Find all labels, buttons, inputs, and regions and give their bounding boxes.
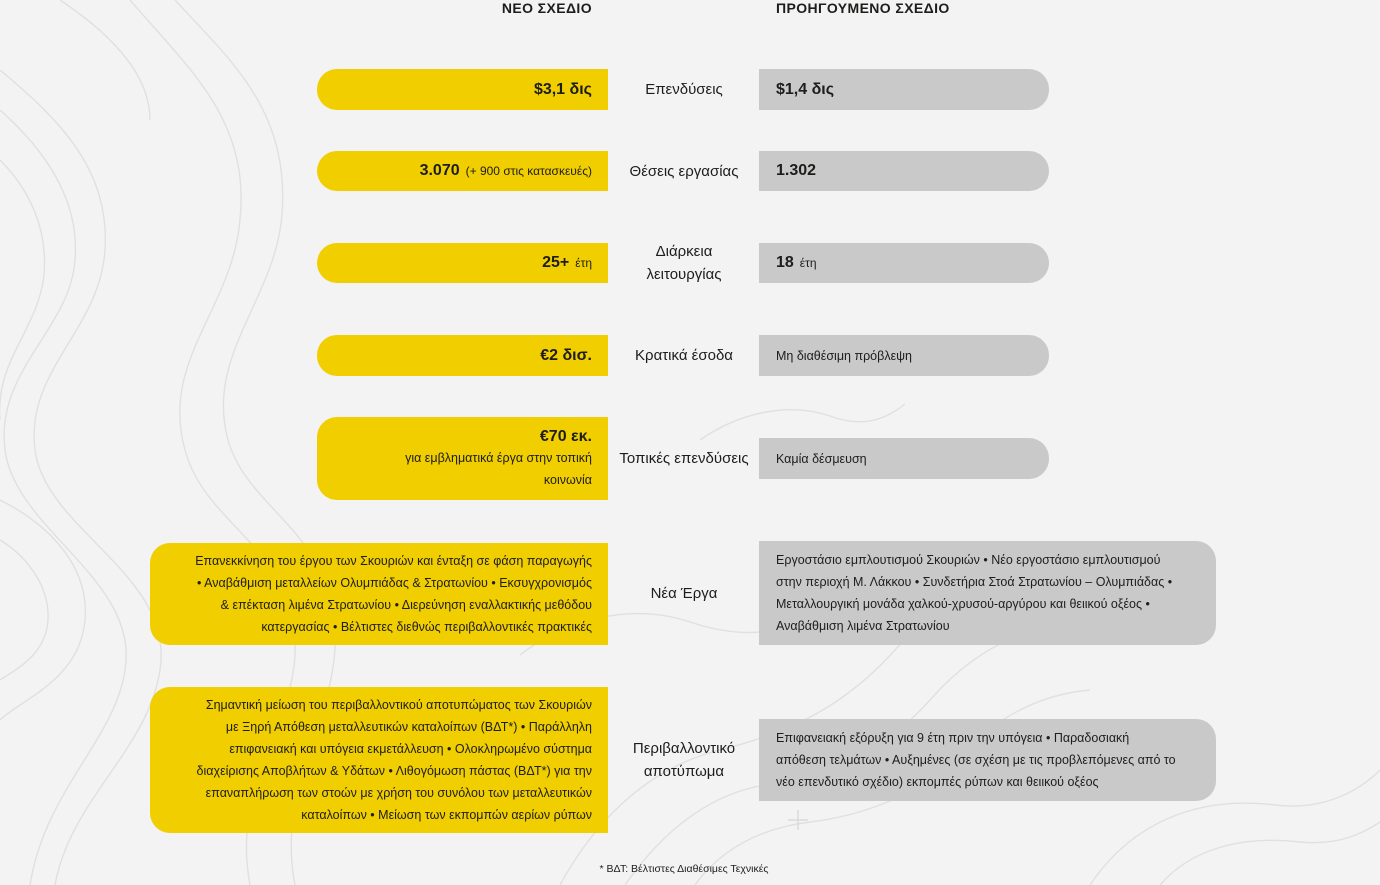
- row-label-jobs: [609, 151, 759, 191]
- new-plan-jobs-note: (+ 900 στις κατασκευές): [465, 164, 592, 178]
- contour-line: [0, 70, 161, 885]
- previous-plan-duration-content: [776, 253, 817, 273]
- new-plan-environmental-line: επιφανειακή και υπόγεια εκμετάλλευση • Ολοκληρωμένο σύστημα: [229, 742, 592, 756]
- previous-plan-investments: [759, 69, 1049, 110]
- previous-plan-environmental-line: Επιφανειακή εξόρυξη για 9 έτη πριν την υπόγεια • Παραδοσιακή: [776, 731, 1130, 745]
- plus-icon: [788, 810, 808, 830]
- new-plan-state-revenue: [317, 335, 608, 376]
- new-plan-duration-unit: έτη: [575, 256, 592, 270]
- row-label-duration: [609, 243, 759, 283]
- previous-plan-heading: ΠΡΟΗΓΟΥΜΕΝΟ ΣΧΕΔΙΟ: [776, 0, 950, 16]
- previous-plan-local-investments-text: Καμία δέσμευση: [776, 451, 867, 466]
- new-plan-new-projects: [150, 543, 608, 645]
- new-plan-environmental-line: με Ξηρή Απόθεση μεταλλευτικών καταλοίπων (ΒΔΤ*) • Παράλληλη: [225, 720, 592, 734]
- contour-line: [0, 500, 85, 720]
- previous-plan-environmental-line: νέο επενδυτικό σχέδιο) εκπομπές ρύπων και θειικού οξέος: [776, 775, 1099, 789]
- previous-plan-jobs: [759, 151, 1049, 191]
- row-label-environmental-footprint: [609, 687, 759, 833]
- row-label-duration-line: Διάρκεια: [655, 243, 713, 260]
- new-plan-duration: [317, 243, 608, 283]
- previous-plan-environmental-line: απόθεση τελμάτων • Αυξημένες (σε σχέση με τις προβλεπόμενες από το: [776, 753, 1176, 767]
- row-label-investments-text: Επενδύσεις: [645, 81, 723, 98]
- new-plan-local-investments-value: €70 εκ.: [539, 427, 592, 445]
- row-label-local-investments: [609, 417, 759, 500]
- row-label-state-revenue: [609, 335, 759, 376]
- row-label-state-revenue-text: Κρατικά έσοδα: [635, 347, 733, 364]
- row-label-environmental-line: αποτύπωμα: [643, 763, 725, 780]
- row-label-environmental-line: Περιβαλλοντικό: [632, 740, 736, 757]
- new-plan-new-projects-line: Επανεκκίνηση του έργου των Σκουριών και ένταξη σε φάση παραγωγής: [195, 554, 592, 568]
- row-label-investments: [609, 69, 759, 110]
- new-plan-environmental-footprint: [150, 687, 608, 833]
- new-plan-environmental-line: διαχείρισης Αποβλήτων & Υδάτων • Λιθογόμωση πάστας (ΒΔΤ*) για την: [196, 764, 592, 778]
- new-plan-jobs: [317, 151, 608, 191]
- row-label-new-projects-text: Νέα Έργα: [650, 584, 718, 602]
- previous-plan-new-projects-line: Μεταλλουργική μονάδα χαλκού-χρυσού-αργύρου και θειικού οξέος •: [776, 597, 1150, 611]
- previous-plan-new-projects-line: Εργοστάσιο εμπλουτισμού Σκουριών • Νέο εργοστάσιο εμπλουτισμού: [776, 553, 1161, 567]
- new-plan-local-investments-note-line: κοινωνία: [543, 472, 592, 487]
- new-plan-local-investments-note-line: για εμβληματικά έργα στην τοπική: [405, 450, 592, 465]
- new-plan-environmental-line: επαναπλήρωση των στοών με χρήση του συνόλου των μεταλλευτικών: [205, 786, 592, 800]
- new-plan-new-projects-line: κατεργασίας • Βέλτιστες διεθνώς περιβαλλοντικές πρακτικές: [261, 620, 592, 634]
- new-plan-environmental-line: καταλοίπων • Μείωση των εκπομπών αερίων ρύπων: [301, 808, 592, 822]
- contour-line: [1160, 822, 1380, 885]
- contour-line: [0, 160, 45, 420]
- new-plan-investments: [317, 69, 608, 110]
- contour-line: [0, 110, 126, 885]
- row-label-jobs-text: Θέσεις εργασίας: [629, 162, 739, 180]
- new-plan-new-projects-line: & επέκταση λιμένα Στρατωνίου • Διερεύνηση εναλλακτικής μεθόδου: [220, 598, 592, 612]
- new-plan-jobs-content: [420, 161, 592, 181]
- previous-plan-duration: [759, 243, 1049, 283]
- footnote: * ΒΔΤ: Βέλτιστες Διαθέσιμες Τεχνικές: [599, 863, 769, 875]
- new-plan-investments-value: $3,1 δις: [533, 80, 592, 98]
- row-label-duration-line: λειτουργίας: [646, 266, 722, 283]
- previous-plan-new-projects: [759, 541, 1216, 645]
- new-plan-new-projects-line: • Αναβάθμιση μεταλλείων Ολυμπιάδας & Στρατωνίου • Εκσυγχρονισμός: [196, 576, 592, 590]
- contour-line: [0, 540, 48, 680]
- previous-plan-new-projects-line: Αναβάθμιση λιμένα Στρατωνίου: [776, 619, 950, 633]
- new-plan-local-investments: [317, 417, 608, 500]
- previous-plan-investments-value: $1,4 δις: [776, 80, 835, 98]
- contour-line: [60, 0, 150, 120]
- previous-plan-new-projects-line: στην περιοχή Μ. Λάκκου • Συνδετήρια Στοά Στρατωνίου – Ολυμπιάδας •: [776, 575, 1173, 589]
- row-label-local-investments-text: Τοπικές επενδύσεις: [619, 450, 749, 467]
- previous-plan-jobs-value: 1.302: [776, 162, 817, 179]
- new-plan-duration-content: [542, 253, 592, 273]
- row-label-new-projects: [609, 541, 759, 645]
- new-plan-jobs-value: 3.070: [419, 162, 460, 179]
- new-plan-heading: ΝΕΟ ΣΧΕΔΙΟ: [501, 0, 592, 16]
- new-plan-state-revenue-value: €2 δισ.: [540, 346, 592, 364]
- new-plan-environmental-line: Σημαντική μείωση του περιβαλλοντικού αποτυπώματος των Σκουριών: [205, 698, 592, 712]
- previous-plan-environmental-footprint: [759, 719, 1216, 801]
- previous-plan-duration-unit: έτη: [799, 256, 817, 270]
- new-plan-duration-value: 25+: [542, 254, 570, 271]
- previous-plan-local-investments: [759, 438, 1049, 479]
- previous-plan-state-revenue-text: Μη διαθέσιμη πρόβλεψη: [776, 348, 913, 363]
- previous-plan-duration-value: 18: [776, 254, 794, 271]
- previous-plan-state-revenue: [759, 335, 1049, 376]
